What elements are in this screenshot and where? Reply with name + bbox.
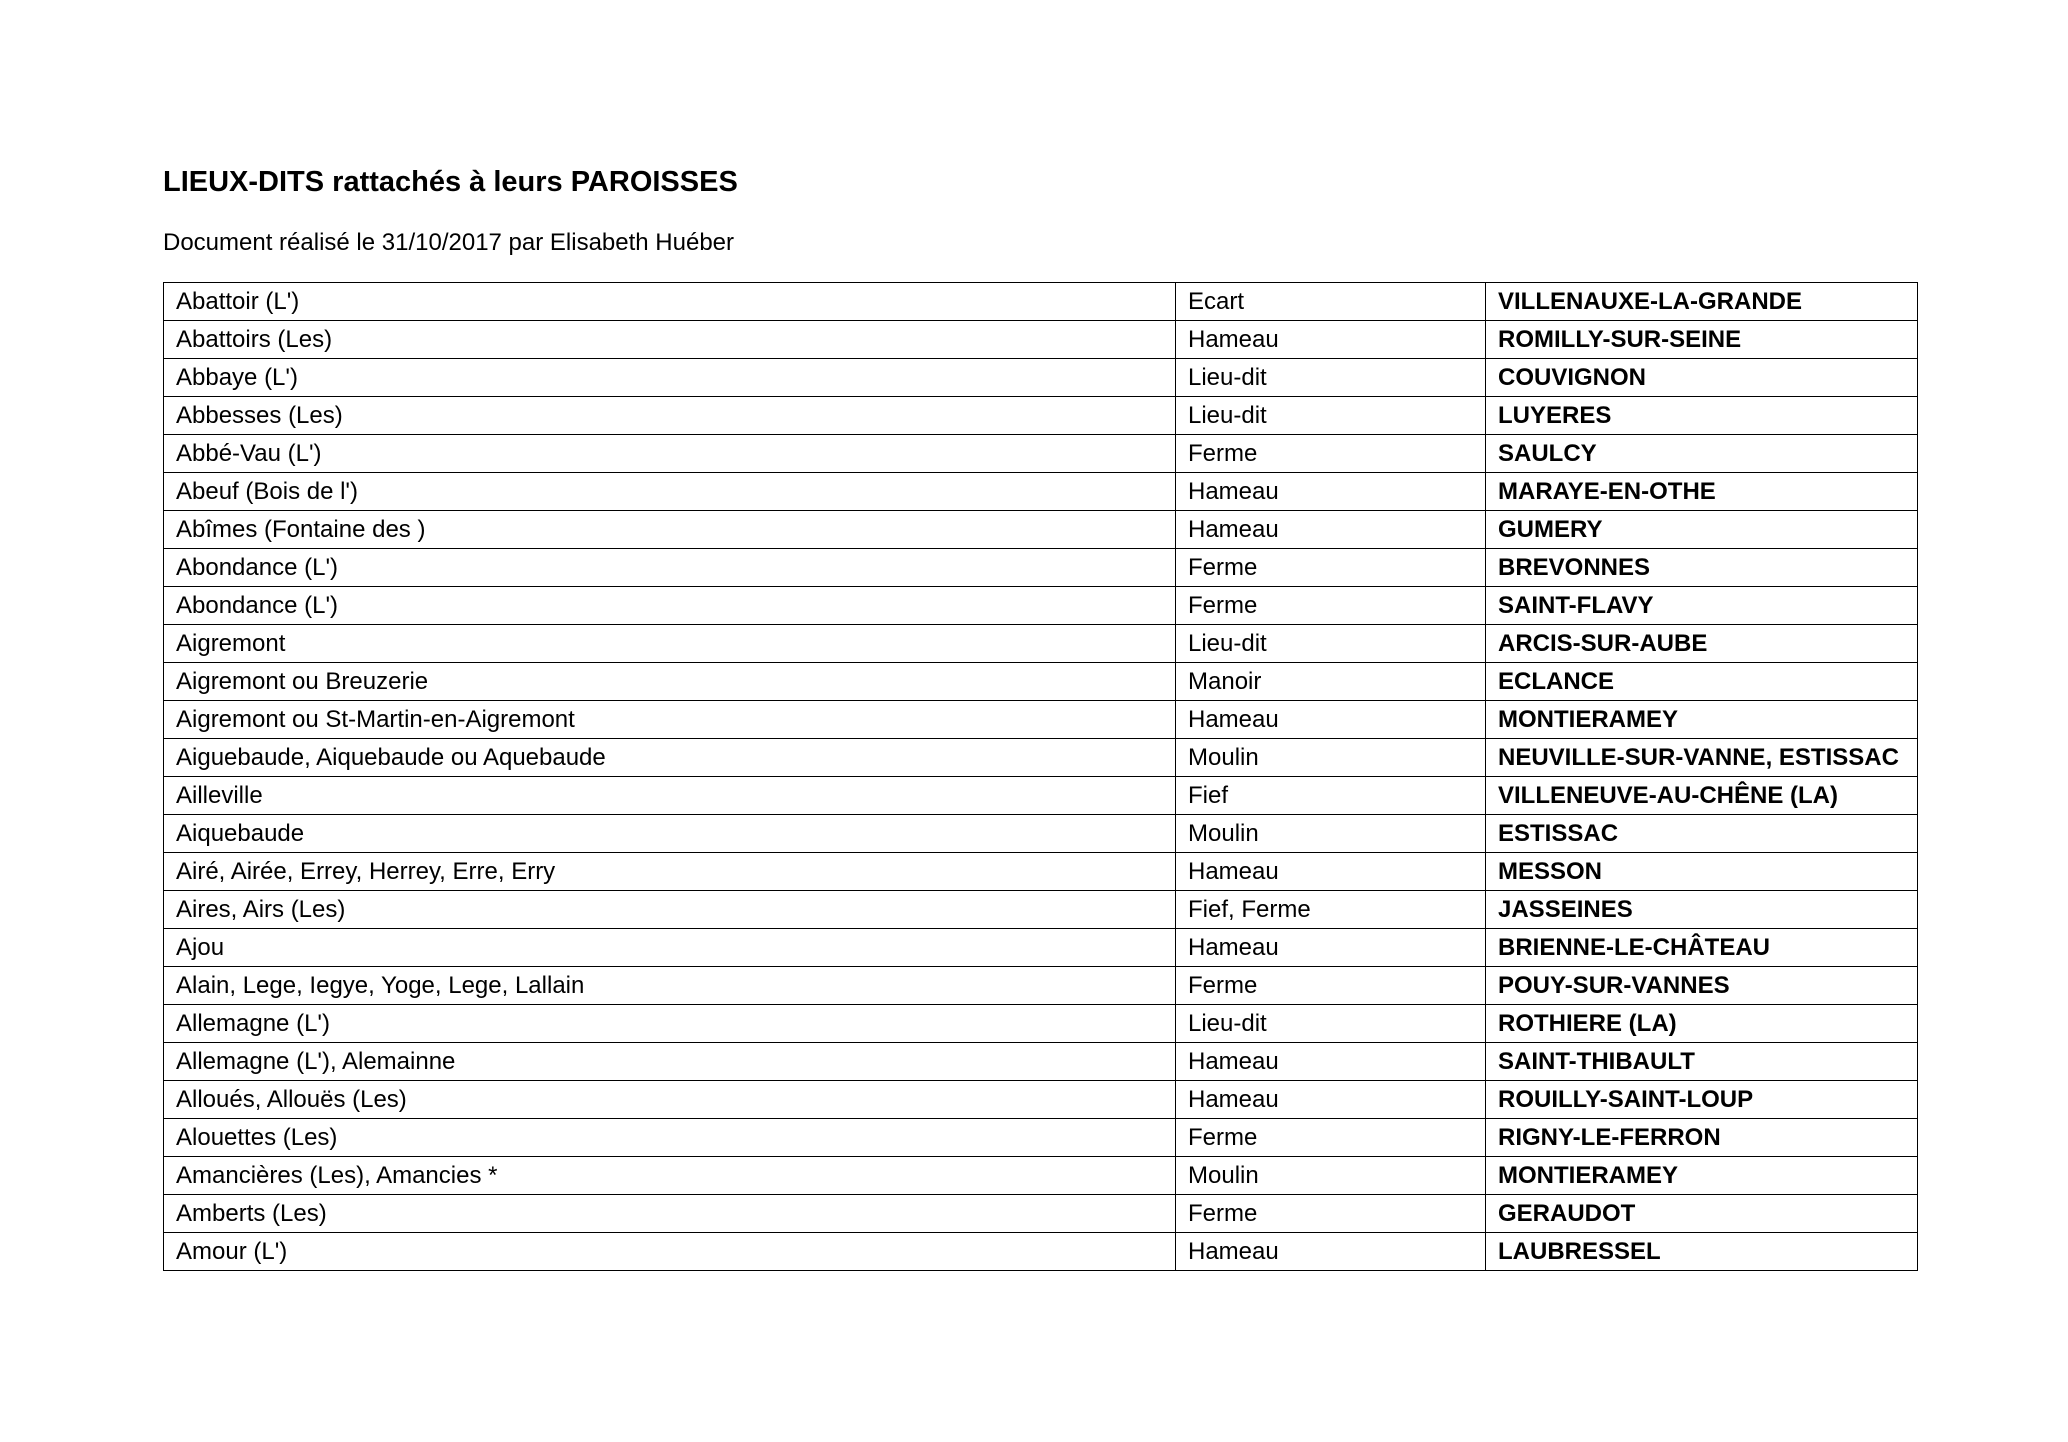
place-type-cell: Ferme xyxy=(1176,435,1486,473)
place-type-cell: Lieu-dit xyxy=(1176,625,1486,663)
parish-cell: GUMERY xyxy=(1486,511,1918,549)
place-type-cell: Hameau xyxy=(1176,853,1486,891)
place-type-cell: Manoir xyxy=(1176,663,1486,701)
table-row xyxy=(164,1005,1918,1043)
parish-cell: NEUVILLE-SUR-VANNE, ESTISSAC xyxy=(1486,739,1918,777)
place-type-cell: Hameau xyxy=(1176,1081,1486,1119)
place-name-cell: Abbesses (Les) xyxy=(164,397,1176,435)
place-name-cell: Alloués, Allouës (Les) xyxy=(164,1081,1176,1119)
table-row xyxy=(164,929,1918,967)
place-name-cell: Aires, Airs (Les) xyxy=(164,891,1176,929)
place-name-cell: Aigremont ou Breuzerie xyxy=(164,663,1176,701)
place-type-cell: Fief xyxy=(1176,777,1486,815)
place-type-cell: Ferme xyxy=(1176,549,1486,587)
place-name-cell: Amancières (Les), Amancies * xyxy=(164,1157,1176,1195)
places-table xyxy=(163,282,1918,1271)
parish-cell: VILLENAUXE-LA-GRANDE xyxy=(1486,283,1918,321)
place-name-cell: Alain, Lege, Iegye, Yoge, Lege, Lallain xyxy=(164,967,1176,1005)
place-name-cell: Abeuf (Bois de l') xyxy=(164,473,1176,511)
table-row xyxy=(164,739,1918,777)
place-type-cell: Hameau xyxy=(1176,1233,1486,1271)
place-name-cell: Aigremont xyxy=(164,625,1176,663)
table-row xyxy=(164,815,1918,853)
parish-cell: LUYERES xyxy=(1486,397,1918,435)
place-type-cell: Lieu-dit xyxy=(1176,397,1486,435)
table-row xyxy=(164,1043,1918,1081)
place-type-cell: Hameau xyxy=(1176,701,1486,739)
place-type-cell: Hameau xyxy=(1176,1043,1486,1081)
place-name-cell: Airé, Airée, Errey, Herrey, Erre, Erry xyxy=(164,853,1176,891)
parish-cell: BREVONNES xyxy=(1486,549,1918,587)
place-name-cell: Aigremont ou St-Martin-en-Aigremont xyxy=(164,701,1176,739)
place-type-cell: Hameau xyxy=(1176,321,1486,359)
place-name-cell: Amour (L') xyxy=(164,1233,1176,1271)
table-row xyxy=(164,1119,1918,1157)
parish-cell: RIGNY-LE-FERRON xyxy=(1486,1119,1918,1157)
parish-cell: GERAUDOT xyxy=(1486,1195,1918,1233)
place-name-cell: Abattoir (L') xyxy=(164,283,1176,321)
parish-cell: SAULCY xyxy=(1486,435,1918,473)
parish-cell: POUY-SUR-VANNES xyxy=(1486,967,1918,1005)
table-row xyxy=(164,511,1918,549)
table-row xyxy=(164,359,1918,397)
place-name-cell: Alouettes (Les) xyxy=(164,1119,1176,1157)
table-row xyxy=(164,853,1918,891)
place-name-cell: Abattoirs (Les) xyxy=(164,321,1176,359)
parish-cell: SAINT-FLAVY xyxy=(1486,587,1918,625)
place-type-cell: Lieu-dit xyxy=(1176,359,1486,397)
parish-cell: COUVIGNON xyxy=(1486,359,1918,397)
place-type-cell: Ferme xyxy=(1176,967,1486,1005)
parish-cell: JASSEINES xyxy=(1486,891,1918,929)
table-row xyxy=(164,701,1918,739)
table-row xyxy=(164,625,1918,663)
place-name-cell: Amberts (Les) xyxy=(164,1195,1176,1233)
place-name-cell: Aiguebaude, Aiquebaude ou Aquebaude xyxy=(164,739,1176,777)
table-row xyxy=(164,283,1918,321)
place-name-cell: Ajou xyxy=(164,929,1176,967)
table-row xyxy=(164,967,1918,1005)
table-row xyxy=(164,891,1918,929)
table-row xyxy=(164,549,1918,587)
place-type-cell: Ferme xyxy=(1176,587,1486,625)
place-type-cell: Hameau xyxy=(1176,473,1486,511)
place-type-cell: Ferme xyxy=(1176,1195,1486,1233)
parish-cell: MARAYE-EN-OTHE xyxy=(1486,473,1918,511)
table-row xyxy=(164,1081,1918,1119)
table-row xyxy=(164,587,1918,625)
place-name-cell: Abondance (L') xyxy=(164,549,1176,587)
parish-cell: ARCIS-SUR-AUBE xyxy=(1486,625,1918,663)
place-name-cell: Allemagne (L'), Alemainne xyxy=(164,1043,1176,1081)
place-name-cell: Allemagne (L') xyxy=(164,1005,1176,1043)
table-row xyxy=(164,473,1918,511)
page-title: LIEUX-DITS rattachés à leurs PAROISSES xyxy=(163,166,738,198)
table-row xyxy=(164,663,1918,701)
parish-cell: ECLANCE xyxy=(1486,663,1918,701)
place-type-cell: Fief, Ferme xyxy=(1176,891,1486,929)
place-type-cell: Ferme xyxy=(1176,1119,1486,1157)
place-type-cell: Lieu-dit xyxy=(1176,1005,1486,1043)
table-row xyxy=(164,1157,1918,1195)
parish-cell: SAINT-THIBAULT xyxy=(1486,1043,1918,1081)
place-name-cell: Ailleville xyxy=(164,777,1176,815)
parish-cell: BRIENNE-LE-CHÂTEAU xyxy=(1486,929,1918,967)
parish-cell: MONTIERAMEY xyxy=(1486,1157,1918,1195)
parish-cell: LAUBRESSEL xyxy=(1486,1233,1918,1271)
page-subtitle: Document réalisé le 31/10/2017 par Elisabeth Huéber xyxy=(163,229,735,256)
table-row xyxy=(164,397,1918,435)
table-body xyxy=(164,283,1918,1271)
place-name-cell: Aiquebaude xyxy=(164,815,1176,853)
place-type-cell: Hameau xyxy=(1176,511,1486,549)
place-type-cell: Ecart xyxy=(1176,283,1486,321)
place-type-cell: Hameau xyxy=(1176,929,1486,967)
parish-cell: ROMILLY-SUR-SEINE xyxy=(1486,321,1918,359)
table-row xyxy=(164,777,1918,815)
parish-cell: MESSON xyxy=(1486,853,1918,891)
place-name-cell: Abbé-Vau (L') xyxy=(164,435,1176,473)
parish-cell: ESTISSAC xyxy=(1486,815,1918,853)
table-row xyxy=(164,321,1918,359)
parish-cell: MONTIERAMEY xyxy=(1486,701,1918,739)
place-name-cell: Abondance (L') xyxy=(164,587,1176,625)
place-type-cell: Moulin xyxy=(1176,1157,1486,1195)
table-row xyxy=(164,435,1918,473)
table-row xyxy=(164,1195,1918,1233)
parish-cell: ROTHIERE (LA) xyxy=(1486,1005,1918,1043)
place-name-cell: Abbaye (L') xyxy=(164,359,1176,397)
place-name-cell: Abîmes (Fontaine des ) xyxy=(164,511,1176,549)
parish-cell: ROUILLY-SAINT-LOUP xyxy=(1486,1081,1918,1119)
place-type-cell: Moulin xyxy=(1176,739,1486,777)
table-row xyxy=(164,1233,1918,1271)
parish-cell: VILLENEUVE-AU-CHÊNE (LA) xyxy=(1486,777,1918,815)
place-type-cell: Moulin xyxy=(1176,815,1486,853)
